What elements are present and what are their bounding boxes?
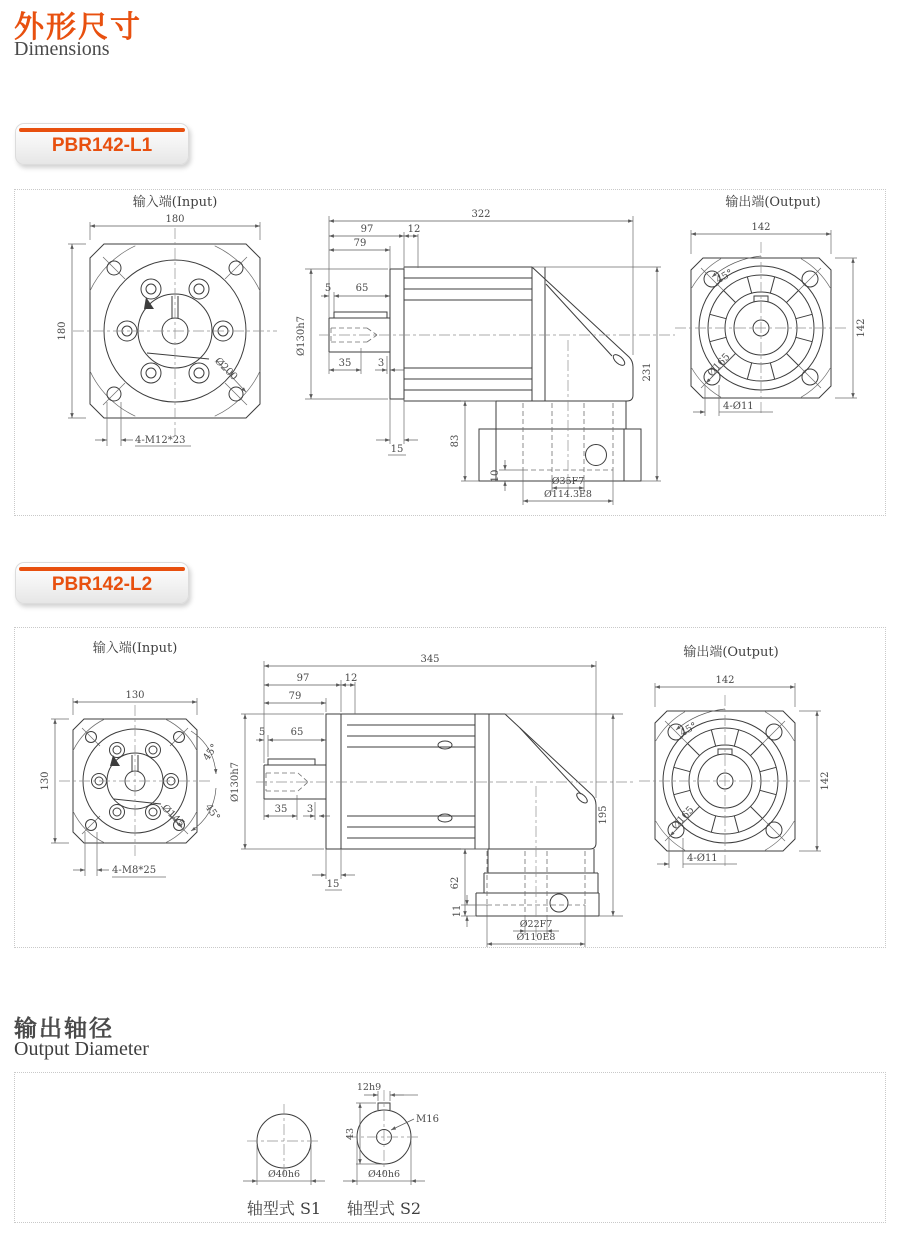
shaft-s2-view [343, 1082, 439, 1218]
dim-l2-side-height: 195 [598, 805, 609, 825]
dim-l2-side-15: 15 [326, 879, 340, 890]
shaft-s2-label: 轴型式 S2 [346, 1199, 422, 1218]
dim-l1-side-total: 322 [471, 209, 491, 220]
l1-side-view [296, 209, 675, 505]
l2-side-view [230, 654, 635, 947]
dim-s1-dia: Ø40h6 [267, 1169, 301, 1180]
dim-l2-side-62: 62 [450, 876, 461, 890]
dim-l2-side-12: 12 [344, 673, 358, 684]
dim-l2-front-height: 130 [40, 771, 51, 791]
dim-l1-front-bolt-circle: Ø200 [212, 355, 240, 383]
l1-input-title: 输入端(Input) [132, 195, 218, 210]
dim-l2-side-input-pilot: Ø130h7 [230, 761, 241, 803]
l2-front-view [40, 640, 222, 877]
dim-l1-side-65: 65 [355, 283, 369, 294]
dim-l1-back-holes: 4-Ø11 [723, 401, 754, 412]
dim-l2-side-97: 97 [296, 673, 310, 684]
dim-l2-front-bolt-circle: Ø145 [159, 802, 187, 830]
dim-l2-back-width: 142 [715, 675, 735, 686]
dim-s2-thread: M16 [416, 1114, 439, 1125]
drawing-panel-l2 [14, 627, 886, 948]
dim-l1-back-height: 142 [856, 318, 867, 338]
section2-subtitle: Output Diameter [14, 1038, 149, 1060]
page-subtitle: Dimensions [14, 38, 110, 60]
l2-input-title: 输入端(Input) [92, 641, 178, 656]
dim-l2-front-angle-top: 45° [201, 742, 221, 763]
model-badge-l2 [15, 562, 189, 604]
dim-l1-side-input-pilot: Ø130h7 [296, 315, 307, 357]
dim-l2-side-3: 3 [306, 804, 314, 815]
dim-l1-side-79: 79 [353, 238, 367, 249]
dim-l1-back-width: 142 [751, 222, 771, 233]
shaft-drawing [15, 1073, 885, 1222]
dim-l1-side-spigot: Ø35F7 [551, 476, 585, 487]
dim-l1-side-height: 231 [642, 362, 653, 382]
dim-l1-front-tap: 4-M12*23 [135, 435, 186, 446]
dim-l2-side-spigot: Ø22F7 [519, 919, 553, 930]
dim-l2-side-pilot: Ø110E8 [516, 932, 556, 943]
dim-l1-side-5: 5 [324, 283, 332, 294]
shaft-panel [14, 1072, 886, 1223]
dim-l2-side-5: 5 [258, 727, 266, 738]
dim-l1-side-35: 35 [338, 358, 352, 369]
dim-l1-back-angle: 45° [714, 267, 736, 287]
dim-l2-side-11: 11 [452, 904, 463, 918]
l2-back-view [639, 644, 831, 868]
dim-l1-side-97: 97 [360, 224, 374, 235]
dim-l1-front-height: 180 [57, 321, 68, 341]
dim-l1-side-12: 12 [407, 224, 421, 235]
dim-l2-side-79: 79 [288, 691, 302, 702]
model-badge-l2-label: PBR142-L2 [51, 574, 153, 595]
page-title: 外形尺寸 [14, 11, 142, 44]
model-badge-l1 [15, 123, 189, 165]
dim-l2-back-bolt-circle: Ø165 [669, 804, 697, 833]
dim-l2-front-angle-bottom: 45° [202, 802, 222, 823]
badge-accent-bar [19, 128, 185, 132]
dim-l2-side-35: 35 [274, 804, 288, 815]
dim-l1-back-bolt-circle: Ø165 [705, 351, 733, 380]
dim-l1-side-83: 83 [450, 434, 461, 448]
dim-s2-depth: 43 [345, 1127, 356, 1141]
dim-l2-back-height: 142 [820, 771, 831, 791]
dim-l2-side-total: 345 [420, 654, 440, 665]
dim-s2-key: 12h9 [356, 1082, 382, 1093]
dim-s2-dia: Ø40h6 [367, 1169, 401, 1180]
section2-title: 输出轴径 [14, 1015, 114, 1041]
dim-l1-side-3: 3 [377, 358, 385, 369]
dim-l2-back-holes: 4-Ø11 [687, 853, 718, 864]
l2-output-title: 输出端(Output) [683, 645, 779, 660]
l1-drawing [15, 190, 885, 515]
l1-back-view [675, 194, 867, 416]
l1-output-title: 输出端(Output) [725, 195, 821, 210]
l2-drawing [15, 628, 885, 947]
dim-l1-side-15: 15 [390, 444, 404, 455]
model-badge-l1-label: PBR142-L1 [51, 135, 153, 156]
dim-l1-side-pilot: Ø114.3E8 [544, 489, 592, 500]
dim-l2-front-tap: 4-M8*25 [112, 865, 157, 876]
badge-accent-bar [19, 567, 185, 571]
dim-l2-back-angle: 45° [678, 720, 700, 740]
shaft-s1-label: 轴型式 S1 [246, 1199, 322, 1218]
dim-l2-side-65: 65 [290, 727, 304, 738]
l1-front-view [57, 194, 277, 446]
dim-l2-front-width: 130 [125, 690, 145, 701]
dim-l1-side-10: 10 [490, 469, 501, 483]
shaft-s1-view [243, 1104, 325, 1218]
drawing-panel-l1 [14, 189, 886, 516]
dim-l1-front-width: 180 [165, 214, 185, 225]
